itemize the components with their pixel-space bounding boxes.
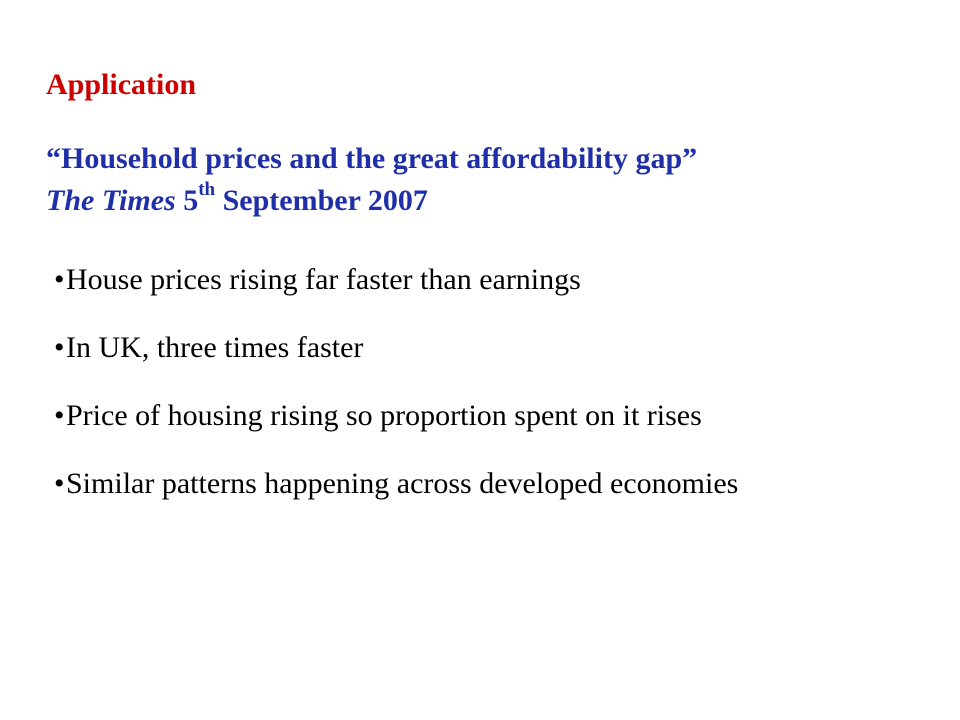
bullet-item — [54, 398, 738, 433]
bullet-symbol: • — [54, 467, 65, 500]
bullet-item — [54, 330, 738, 365]
bullet-symbol: • — [54, 399, 65, 432]
article-title: “Household prices and the great affordability gap” — [46, 142, 698, 175]
article-source-day-suffix: th — [198, 179, 216, 200]
article-source — [46, 180, 697, 222]
bullet-text: In UK, three times faster — [66, 331, 364, 364]
bullet-text: House prices rising far faster than earnings — [66, 263, 581, 296]
article-source-day: 5 — [183, 184, 199, 217]
article-reference — [46, 138, 697, 222]
article-source-date: September 2007 — [222, 184, 428, 217]
bullet-list — [54, 262, 738, 534]
bullet-item — [54, 466, 738, 501]
bullet-symbol: • — [54, 263, 65, 296]
slide-heading: Application — [46, 68, 197, 101]
bullet-text: Price of housing rising so proportion spent on it rises — [66, 399, 702, 432]
article-source-name: The Times — [46, 184, 176, 217]
bullet-symbol: • — [54, 331, 65, 364]
bullet-text: Similar patterns happening across developed economies — [66, 467, 739, 500]
bullet-item — [54, 262, 738, 297]
